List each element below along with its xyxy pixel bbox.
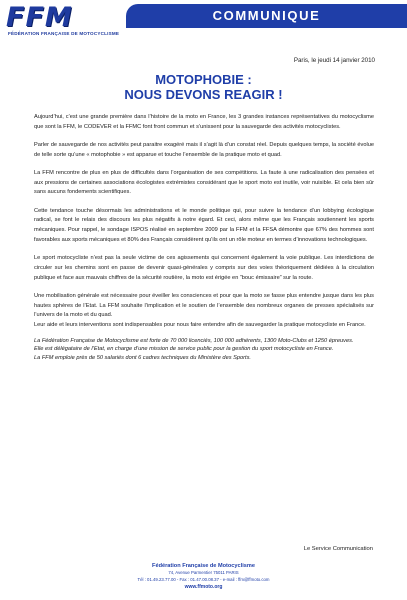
footer-contact: Tél : 01.49.23.77.00 - Fax : 01.47.00.08.37 - e-mail : ffm@ffmoto.com [137,576,270,582]
logo-caption: FÉDÉRATION FRANÇAISE DE MOTOCYCLISME [8,31,120,36]
body-content [34,113,374,362]
date-line: Paris, le jeudi 14 janvier 2010 [293,57,375,64]
federation-info-line: La Fédération Française de Motocyclisme est forte de 70 000 licenciés, 100 000 adhérents, 1300 Moto-Clubs et 1250 épreuves. [34,338,354,345]
federation-info [34,337,374,362]
paragraph-voie-publique: Le sport motocycliste n’est pas la seule victime de ces agissements qui concernent également la voie publique. Les interdictions de circuler sur les chemins sont en passe de devenir quasi-générales y compris sur des voies théoriquement dédiées à la circulation publique et face aux mauvais chiffres de la sécurité routière, la moto est érigée en “bouc émissaire” sur la route. [34,255,374,281]
ffm-logo [6,4,118,38]
logo-letters: FFM [6,2,73,33]
title-line-1: MOTOPHOBIE : [155,72,252,87]
paragraph-intro: Aujourd’hui, c’est une grande première dans l’histoire de la moto en France, les 3 grandes instances représentatives du motocyclisme que sont la FFM, le CODEVER et la FFMC font front commun et s’unissent pour la sauvegarde des activités motocyclistes. [34,114,374,130]
footer-address: 74, Avenue Parmentier 75011 PARIS [168,570,239,575]
federation-info-line: Elle est délégataire de l’Etat, en charge d’une mission de service public pour la gestion du sport motocycliste en France. [34,346,334,353]
footer-website-link[interactable]: www.ffmoto.org [184,584,223,591]
federation-info-line: La FFM emploie près de 50 salariés dont 6 cadres techniques du Ministère des Sports. [34,354,251,361]
paragraph-motophobie: Parler de sauvegarde de nos activités peut paraitre exagéré mais il s’agit là d’un constat réel. Depuis quelques temps, la société évolue de telle sorte qu’une « motophobie » est apparue et touche l’ensemble de la pratique moto et quad. [34,142,374,158]
page-title [0,72,407,102]
footer-org: Fédération Française de Motocyclisme [152,563,255,569]
paragraph-appel: Leur aide et leurs interventions sont indispensables pour nous faire entendre afin de sauvegarder la pratique motocycliste en France. [34,321,366,328]
paragraph-competitions: La FFM rencontre de plus en plus de difficultés dans l’organisation de ses compétitions. La faute à une radicalisation des pensées et aux pressions de certaines associations écologistes extrémistes considérant que le sport moto est inutile, voir nuisible. Et cela bien sûr sans aucuns fondements scientifiques. [34,170,374,196]
title-line-2: NOUS DEVONS REAGIR ! [124,87,283,102]
banner-label: COMMUNIQUE [212,8,321,23]
communique-banner [126,4,407,28]
footer [0,562,407,591]
header [0,0,407,42]
paragraph-mobilisation: Une mobilisation générale est nécessaire pour éveiller les consciences et pour que la moto se fasse plus entendre jusque dans les plus hautes sphères de l’Etat. La FFM souhaite l’implication et le soutien de l’ensemble des nombreux organes de presses spécialisés sur l’univers de la moto et du quad. [34,292,374,319]
paragraph-administrations: Cette tendance touche désormais les administrations et le monde politique qui, pour suivre la tendance d’un lobbying écologique radical, se font le relais des discours les plus négatifs à notre égard. Et ceci, alors même que les Français soutiennent les sports mécaniques. Pour rappel, le sondage ISPOS réalisé en septembre 2009 par la FFM et la FFSA démontre que 67% des hommes sont favorables aux sports mécaniques et 80% des Français considèrent qu’ils ont un rôle moteur en termes d’innovations technologiques. [34,207,374,243]
signature: Le Service Communication [303,546,373,552]
